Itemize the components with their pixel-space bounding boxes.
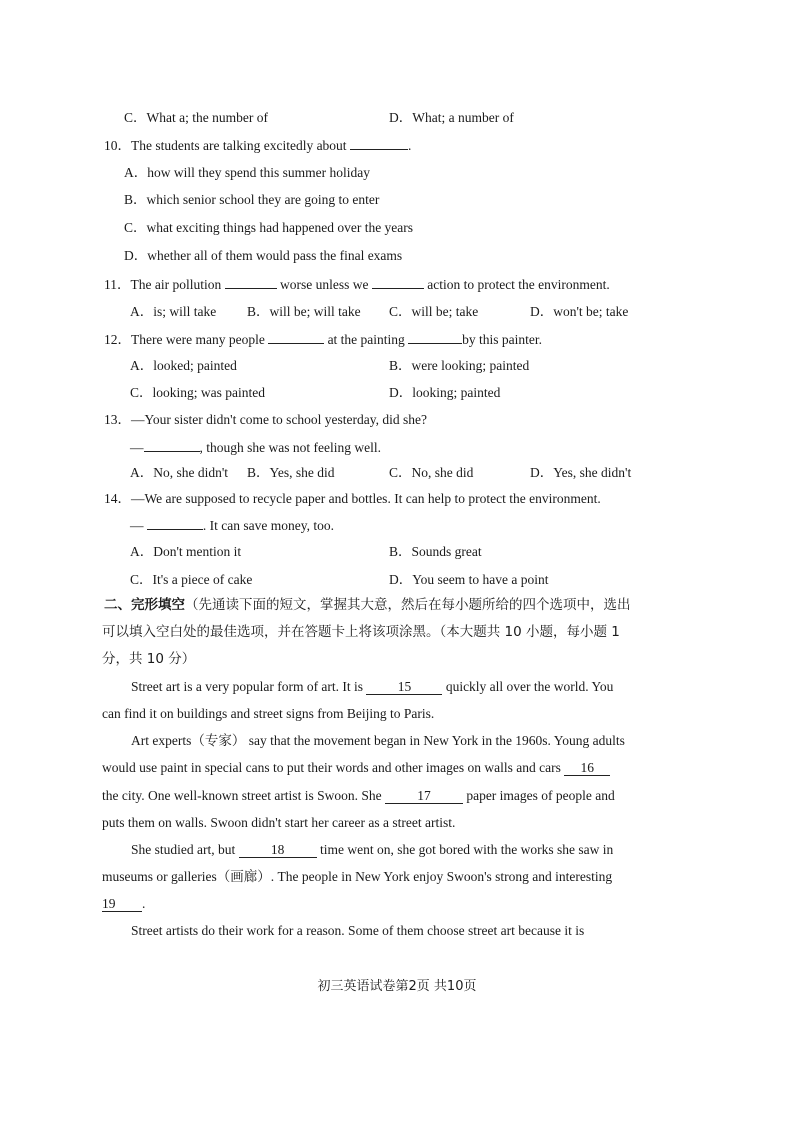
passage-p4-a: Street artists do their work for a reason. Some of them choose street art because it is	[131, 923, 585, 938]
blank-18: 18	[239, 843, 317, 858]
q12-part2: at the painting	[327, 332, 405, 347]
q13-reply	[130, 440, 381, 455]
blank-16: 16	[564, 761, 610, 776]
q14-option-d: D．You seem to have a point	[389, 572, 549, 587]
q10-stem-end: .	[407, 138, 412, 153]
passage-p3-a: She studied art, but	[131, 842, 236, 857]
q13-stem: 13．—Your sister didn't come to school yesterday, did she?	[104, 412, 428, 427]
q14-option-b: B．Sounds great	[389, 544, 482, 559]
q12-stem	[104, 332, 542, 347]
q14-stem: 14．—We are supposed to recycle paper and bottles. It can help to protect the environment.	[104, 491, 601, 506]
passage-line-p2b	[102, 761, 610, 776]
q12-option-c: C．looking; was painted	[130, 385, 265, 400]
q11-blank-1	[225, 277, 277, 289]
q13-reply-dash: —	[130, 440, 144, 455]
q12-option-a: A．looked; painted	[130, 358, 237, 373]
q12-blank-1	[268, 332, 324, 344]
section2-instruction-2: 可以填入空白处的最佳选项，并在答题卡上将该项涂黑。（本大题共 10 小题，每小题 1	[102, 624, 620, 640]
q13-option-c: C．No, she did	[389, 465, 474, 480]
passage-line-p3a	[131, 843, 613, 858]
q11-blank-2	[372, 277, 424, 289]
q11-part3: action to protect the environment.	[427, 277, 610, 292]
passage-p2-a: Art experts（专家） say that the movement began in New York in the 1960s. Young adults	[131, 733, 625, 748]
q12-part3: by this painter.	[462, 332, 543, 347]
q9-option-c: C．What a; the number of	[124, 110, 268, 125]
q12-blank-2	[408, 332, 462, 344]
section2-heading	[104, 599, 631, 613]
q11-option-c: C．will be; take	[389, 304, 479, 319]
passage-p1-c: can find it on buildings and street signs from Beijing to Paris.	[102, 706, 435, 721]
q11-option-b: B．will be; will take	[247, 304, 361, 319]
passage-p3-b: time went on, she got bored with the works she saw in	[320, 842, 614, 857]
passage-p2-d: paper images of people and	[466, 788, 615, 803]
q10-blank	[350, 138, 408, 150]
q10-stem-text: 10．The students are talking excitedly about	[104, 138, 347, 153]
q12-option-d: D．looking; painted	[389, 385, 501, 400]
passage-line-p3d	[102, 897, 145, 912]
q13-reply-text: , though she was not feeling well.	[199, 440, 381, 455]
q13-option-d: D．Yes, she didn't	[530, 465, 632, 480]
passage-p2-c: the city. One well-known street artist is Swoon. She	[102, 788, 382, 803]
q11-option-d: D．won't be; take	[530, 304, 629, 319]
q10-option-c: C．what exciting things had happened over the years	[124, 220, 414, 235]
q14-blank	[147, 518, 203, 530]
q13-option-a: A．No, she didn't	[130, 465, 229, 480]
q11-option-a: A．is; will take	[130, 304, 217, 319]
section2-instruction-3: 分，共 10 分）	[102, 651, 196, 667]
passage-line-1	[131, 680, 613, 695]
q14-reply	[130, 518, 334, 533]
section2-instruction-1: （先通读下面的短文，掌握其大意，然后在每小题所给的四个选项中，选出	[185, 597, 631, 613]
q12-option-b: B．were looking; painted	[389, 358, 530, 373]
blank-15: 15	[366, 680, 442, 695]
q14-reply-dash: —	[130, 518, 144, 533]
q10-option-d: D．whether all of them would pass the final exams	[124, 248, 403, 263]
q11-stem	[104, 277, 610, 292]
passage-p1-a: Street art is a very popular form of art. It is	[131, 679, 364, 694]
passage-p1-b: quickly all over the world. You	[445, 679, 614, 694]
section2-title: 二、完形填空	[104, 597, 185, 613]
passage-p3-c: museums or galleries（画廊）. The people in New York enjoy Swoon's strong and interesting	[102, 869, 613, 884]
q10-stem	[104, 138, 411, 153]
q11-part2: worse unless we	[279, 277, 369, 292]
passage-p3-d: .	[142, 896, 146, 911]
q10-option-b: B．which senior school they are going to enter	[124, 192, 380, 207]
q12-part1: 12．There were many people	[104, 332, 265, 347]
blank-19: 19	[102, 897, 142, 912]
q13-option-b: B．Yes, she did	[247, 465, 335, 480]
q9-option-d: D．What; a number of	[389, 110, 514, 125]
page-footer: 初三英语试卷第2页 共10页	[317, 979, 477, 994]
passage-p2-e: puts them on walls. Swoon didn't start her career as a street artist.	[102, 815, 456, 830]
q14-option-c: C．It's a piece of cake	[130, 572, 253, 587]
q11-part1: 11．The air pollution	[104, 277, 222, 292]
q13-blank	[144, 440, 200, 452]
q10-option-a: A．how will they spend this summer holiday	[124, 165, 370, 180]
blank-17: 17	[385, 789, 463, 804]
q14-reply-text: . It can save money, too.	[202, 518, 334, 533]
q14-option-a: A．Don't mention it	[130, 544, 242, 559]
passage-line-p2c	[102, 789, 615, 804]
passage-p2-b: would use paint in special cans to put their words and other images on walls and cars	[102, 760, 561, 775]
